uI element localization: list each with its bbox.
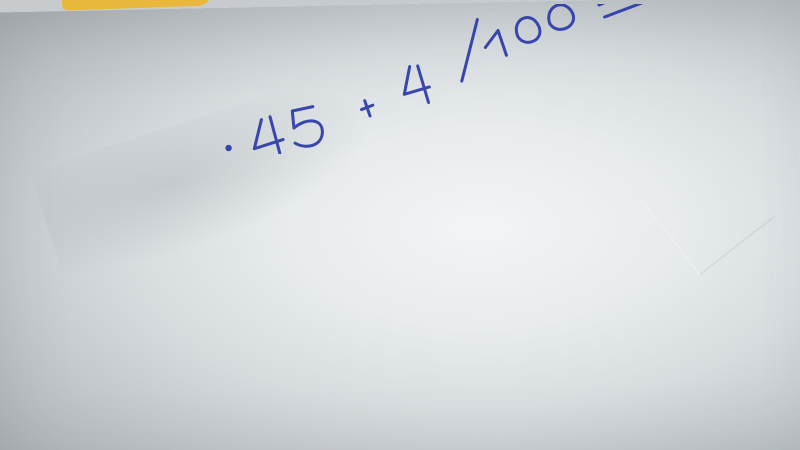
multiply-dot — [225, 144, 233, 152]
digit-4-numerator — [399, 64, 433, 108]
fraction-slash — [450, 20, 489, 82]
digit-1-denominator — [482, 30, 506, 59]
digit-5 — [288, 106, 325, 149]
plus-sign — [360, 99, 375, 117]
digit-0-first — [514, 15, 542, 44]
digit-4 — [249, 115, 286, 154]
equals-top — [598, 4, 633, 5]
equals-bottom — [603, 4, 642, 17]
handwritten-expression — [62, 4, 662, 154]
handwritten-expression-drawing — [62, 4, 662, 154]
digit-2 — [148, 152, 195, 154]
digit-0-second — [546, 4, 575, 32]
